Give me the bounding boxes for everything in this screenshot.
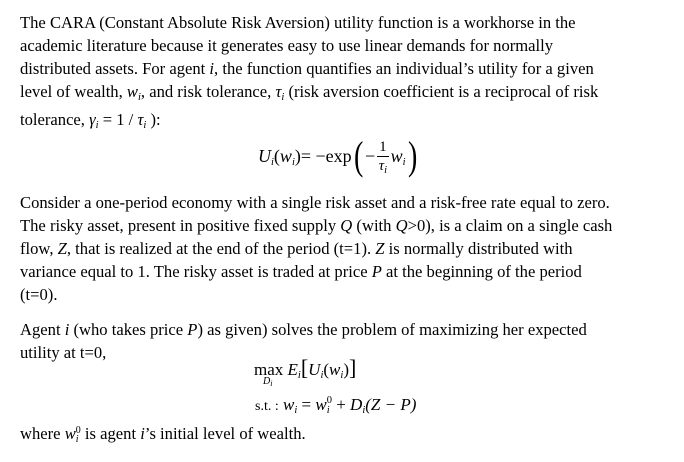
- symbol: P: [371, 262, 382, 281]
- subscript: i: [384, 164, 388, 176]
- max-operator: max: [254, 360, 284, 379]
- symbol: w: [64, 424, 76, 443]
- subscript: i: [291, 157, 295, 169]
- text: flow,: [20, 239, 58, 258]
- text: The risky asset, present in positive fixed supply: [20, 216, 341, 235]
- text: is normally distributed with: [384, 239, 573, 258]
- paren: ): [294, 146, 301, 167]
- minus: −: [364, 146, 376, 167]
- para2-line2: [20, 216, 612, 236]
- symbol: w: [315, 395, 327, 414]
- subscript: i: [326, 405, 330, 417]
- subscript: i: [271, 157, 274, 169]
- symbol: i: [64, 320, 70, 339]
- symbol: τ: [275, 82, 282, 101]
- symbol: i: [209, 59, 215, 78]
- symbol: τ: [137, 110, 144, 129]
- text: ) as given) solves the problem of maximizing her expected: [197, 320, 587, 339]
- symbol: D: [350, 395, 363, 414]
- text: level of wealth,: [20, 82, 127, 101]
- bracket: ]: [348, 355, 357, 380]
- text: ’s initial level of wealth.: [144, 424, 306, 443]
- subscript: i: [402, 157, 406, 169]
- paren: (: [323, 360, 330, 379]
- para1-line4: [20, 82, 598, 105]
- symbol: w: [126, 82, 138, 101]
- text: =: [297, 395, 316, 414]
- symbol: P: [187, 320, 198, 339]
- paren: ): [343, 360, 349, 379]
- constraint-equation: [255, 395, 416, 416]
- symbol: γ: [89, 110, 96, 129]
- subscript: i: [297, 370, 301, 381]
- para3-line1: [20, 320, 587, 340]
- text: = −exp: [300, 146, 352, 167]
- text: tolerance,: [20, 110, 90, 129]
- left-paren: (: [353, 133, 363, 178]
- text: ):: [146, 110, 161, 129]
- text: >0), is a claim on a single cash: [407, 216, 613, 235]
- text: +: [331, 395, 351, 414]
- text: is agent: [80, 424, 141, 443]
- text: , and risk tolerance,: [140, 82, 276, 101]
- max-subscript: [263, 376, 272, 387]
- para4-line1: [20, 424, 306, 444]
- subscript: i: [281, 92, 285, 103]
- symbol: Z: [375, 239, 385, 258]
- text: (with: [352, 216, 396, 235]
- symbol: w: [390, 146, 403, 167]
- symbol: Q: [395, 216, 408, 235]
- text: s.t. :: [255, 399, 279, 414]
- symbol: w: [279, 146, 292, 167]
- subscript: i: [340, 370, 344, 381]
- symbol: U: [258, 146, 271, 167]
- bracket: [: [300, 355, 309, 380]
- symbol: τ: [378, 157, 385, 174]
- superscript: 0: [326, 395, 332, 407]
- subscript: i: [95, 120, 99, 131]
- para2-line4: [20, 262, 582, 282]
- fraction: [377, 138, 389, 177]
- para2-line5: [20, 285, 57, 305]
- symbol: w: [329, 360, 341, 379]
- symbol: i: [140, 424, 145, 443]
- subscript: i: [362, 405, 366, 416]
- para1-line3: [20, 59, 594, 79]
- para2-line1: [20, 193, 610, 213]
- para1-line2: [20, 36, 553, 56]
- subscript: i: [294, 405, 298, 416]
- para1-line5: [20, 110, 161, 133]
- text: , that is realized at the end of the period (t=1).: [66, 239, 376, 258]
- text: where: [20, 424, 65, 443]
- symbol: E: [287, 360, 298, 379]
- text: The CARA (Constant Absolute Risk Aversion) utility function is a workhorse in the: [20, 13, 576, 32]
- text: academic literature because it generates easy to use linear demands for normally: [20, 36, 554, 55]
- symbol: Z: [57, 239, 67, 258]
- text: distributed assets. For agent: [20, 59, 210, 78]
- text: (Z − P): [365, 395, 417, 414]
- text: at the beginning of the period: [381, 262, 582, 281]
- superscript: 0: [75, 425, 81, 437]
- para3-line2: [20, 343, 106, 363]
- right-paren: ): [407, 133, 417, 178]
- symbol: Q: [340, 216, 353, 235]
- subscript: i: [137, 92, 141, 103]
- subscript: i: [143, 120, 147, 131]
- text: variance equal to 1. The risky asset is traded at price: [20, 262, 372, 281]
- symbol: D: [263, 376, 271, 387]
- utility-equation: [258, 133, 419, 178]
- text: Consider a one-period economy with a single risk asset and a risk-free rate equal to zero.: [20, 193, 610, 212]
- text: (t=0).: [20, 285, 58, 304]
- text: , the function quantifies an individual’s utility for a given: [214, 59, 594, 78]
- denominator: [377, 157, 389, 177]
- subscript: i: [320, 370, 324, 381]
- text: Agent: [20, 320, 65, 339]
- subscript: i: [75, 434, 79, 446]
- symbol: w: [282, 395, 295, 414]
- para1-line1: [20, 13, 576, 33]
- symbol: U: [308, 360, 321, 379]
- paren: (: [273, 146, 280, 167]
- para2-line3: [20, 239, 573, 259]
- text: utility at t=0,: [20, 343, 107, 362]
- text: = 1 /: [98, 110, 138, 129]
- text: (risk aversion coefficient is a reciprocal of risk: [284, 82, 599, 101]
- subscript: i: [270, 379, 273, 388]
- text: (who takes price: [69, 320, 188, 339]
- numerator: 1: [379, 138, 387, 155]
